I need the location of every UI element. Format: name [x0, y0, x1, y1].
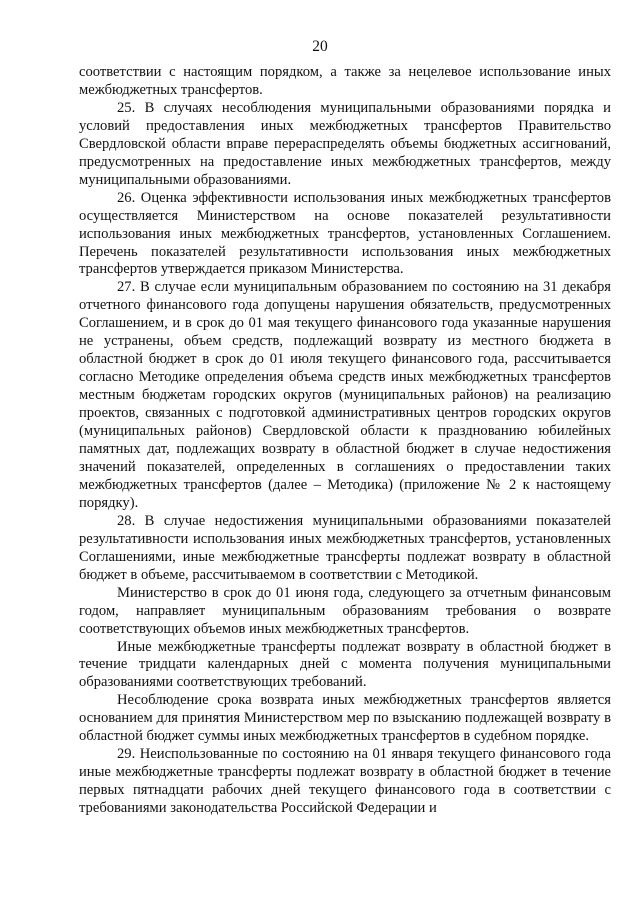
paragraph-return-period: Иные межбюджетные трансферты подлежат возврату в областной бюджет в течение тридцати календарных дней с момента получения муниципальными образованиями соответствующих требований.: [79, 638, 611, 691]
page-number: 20: [312, 38, 328, 55]
paragraph-clause-27: 27. В случае если муниципальным образованием по состоянию на 31 декабря отчетного финансового года допущены нарушения обязательств, предусмотренных Соглашением, и в срок до 01 мая текущего финансового года указанные нарушения не устранены, объем средств, подлежащий возврату из местного бюджета в областной бюджет в срок до 01 июля текущего финансового года, рассчитывается согласно Методике определения объема средств иных межбюджетных трансфертов местным бюджетам городских округов (муниципальных районов) на реализацию проектов, связанных с подготовкой административных центров городских округов (муниципальных районов) Свердловской области к празднованию юбилейных памятных дат, подлежащих возврату в областной бюджет в случае недостижения значений показателей, определенных в соглашениях о предоставлении таких межбюджетных трансфертов (далее – Методика) (приложение № 2 к настоящему порядку).: [79, 279, 611, 511]
paragraph-clause-25: 25. В случаях несоблюдения муниципальными образованиями порядка и условий предоставления иных межбюджетных трансфертов Правительство Свердловской области вправе перераспределять объемы бюджетных ассигнований, предусмотренных на предоставление иных межбюджетных трансфертов, между муниципальными образованиями.: [79, 99, 611, 188]
paragraph-clause-29: 29. Неиспользованные по состоянию на 01 января текущего финансового года иные межбюджетные трансферты подлежат возврату в областной бюджет в течение первых пятнадцати рабочих дней текущего финансового года в соответствии с требованиями законодательства Российской Федерации и: [79, 746, 611, 817]
paragraph-noncompliance: Несоблюдение срока возврата иных межбюджетных трансфертов является основанием для принятия Министерством мер по взысканию подлежащей возврату в областной бюджет суммы иных межбюджетных трансфертов в судебном порядке.: [79, 692, 611, 745]
document-body: [79, 64, 611, 818]
paragraph-clause-28: 28. В случае недостижения муниципальными образованиями показателей результативности использования иных межбюджетных трансфертов, установленных Соглашениями, иные межбюджетные трансферты подлежат возврату в областной бюджет в объеме, рассчитываемом в соответствии с Методикой.: [79, 512, 611, 583]
paragraph-clause-26: 26. Оценка эффективности использования иных межбюджетных трансфертов осуществляется Министерством на основе показателей результативности использования иных межбюджетных трансфертов, установленных Соглашением. Перечень показателей результативности использования иных межбюджетных трансфертов утверждается приказом Министерства.: [79, 189, 611, 278]
paragraph-ministry-deadline: Министерство в срок до 01 июня года, следующего за отчетным финансовым годом, направляет муниципальным образованиям требования о возврате соответствующих объемов иных межбюджетных трансфертов.: [79, 584, 611, 637]
paragraph-continuation: соответствии с настоящим порядком, а также за нецелевое использование иных межбюджетных трансфертов.: [79, 64, 611, 98]
